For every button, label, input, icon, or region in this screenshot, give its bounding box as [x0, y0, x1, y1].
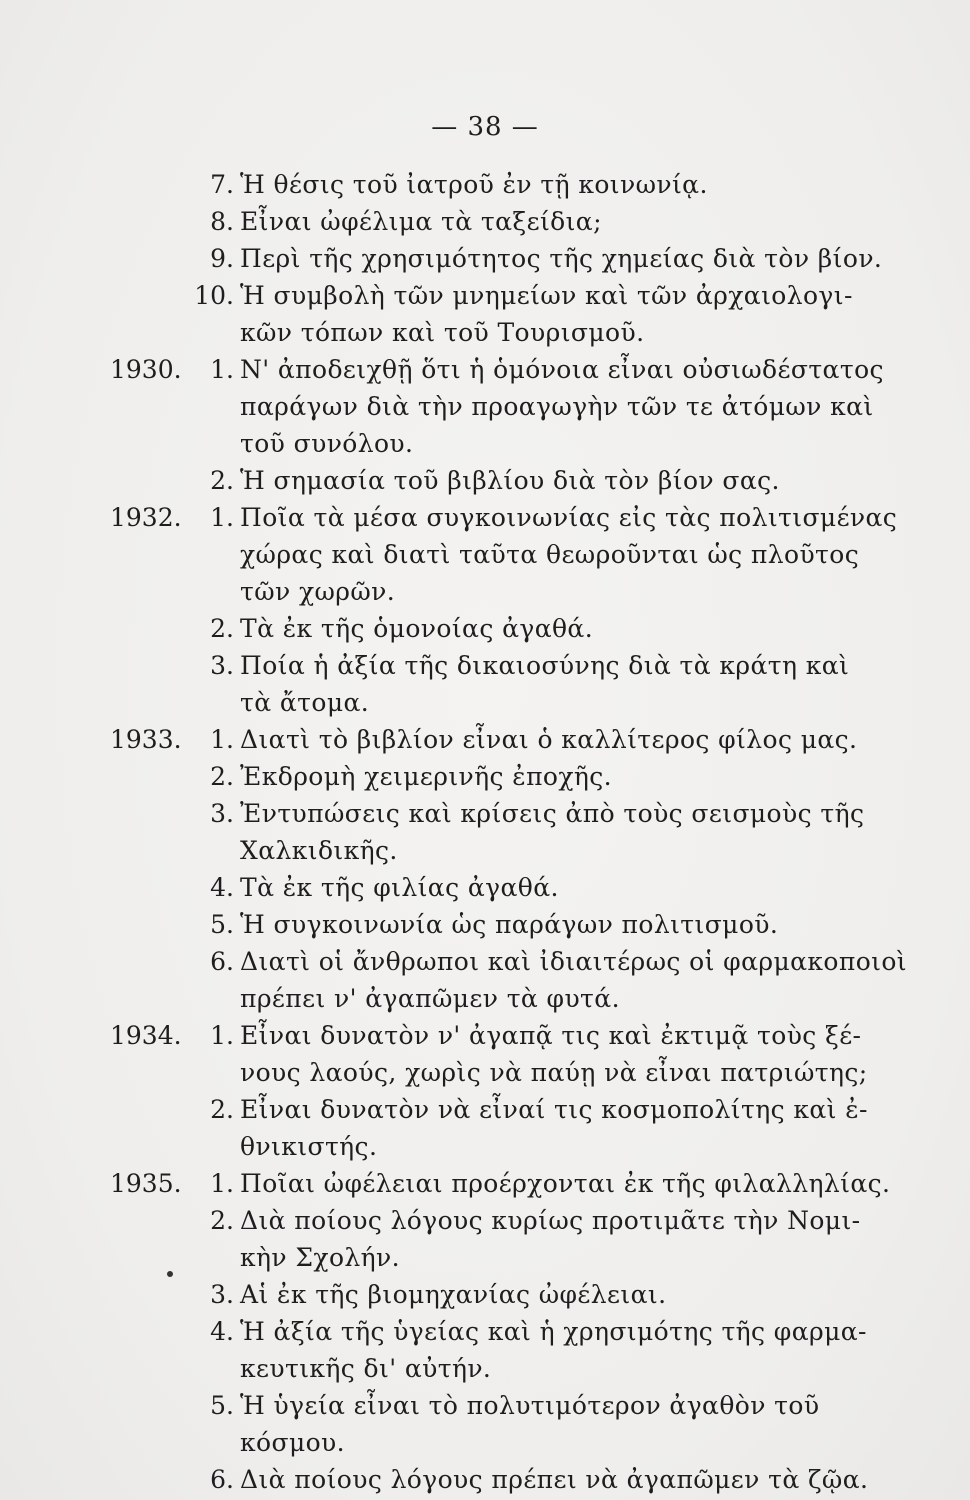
- list-item: [110, 869, 850, 906]
- list-item: [110, 573, 850, 610]
- year-label: 1934.: [110, 1021, 182, 1050]
- item-text: Διὰ ποίους λόγους κυρίως προτιμᾶτε τὴν Νομι-: [240, 1206, 861, 1235]
- item-number: [190, 1128, 240, 1165]
- year-label: [110, 573, 190, 610]
- item-number: [190, 1239, 240, 1276]
- year-label: [110, 166, 190, 203]
- item-text: θνικιστής.: [240, 1132, 378, 1161]
- list-item: [110, 1350, 850, 1387]
- item-text: πρέπει ν' ἀγαπῶμεν τὰ φυτά.: [240, 984, 620, 1013]
- item-number: 1.: [210, 1021, 234, 1050]
- item-text: Διατὶ οἱ ἄνθρωποι καὶ ἰδιαιτέρως οἱ φαρμακοποιοὶ: [240, 947, 908, 976]
- year-label: [110, 1054, 190, 1091]
- item-text: Ν' ἀποδειχθῇ ὅτι ἡ ὁμόνοια εἶναι οὐσιωδέστατος: [240, 355, 884, 384]
- year-label: 1935.: [110, 1169, 182, 1198]
- item-text: κευτικῆς δι' αὐτήν.: [240, 1354, 492, 1383]
- year-label: [110, 647, 190, 684]
- year-label: [110, 462, 190, 499]
- item-text: Διατὶ τὸ βιβλίον εἶναι ὁ καλλίτερος φίλος μας.: [240, 725, 858, 754]
- list-item: [110, 1276, 850, 1313]
- item-number: 2.: [210, 614, 234, 643]
- list-item: [110, 462, 850, 499]
- item-text: Ἡ θέσις τοῦ ἰατροῦ ἐν τῇ κοινωνίᾳ.: [240, 170, 708, 199]
- year-label: [110, 980, 190, 1017]
- item-number: [190, 1350, 240, 1387]
- item-text: Ποῖαι ὠφέλειαι προέρχονται ἐκ τῆς φιλαλληλίας.: [240, 1169, 891, 1198]
- list-item: [110, 1461, 869, 1498]
- item-text: Ἡ συμβολὴ τῶν μνημείων καὶ τῶν ἀρχαιολογι-: [240, 281, 853, 310]
- list-item: [110, 684, 850, 721]
- item-text: Ποῖα τὰ μέσα συγκοινωνίας εἰς τὰς πολιτισμένας: [240, 503, 898, 532]
- list-item: [110, 388, 874, 425]
- list-item: [110, 314, 850, 351]
- year-label: [110, 795, 190, 832]
- item-text: Ποία ἡ ἀξία τῆς δικαιοσύνης διὰ τὰ κράτη καὶ: [240, 651, 850, 680]
- item-text: τὰ ἄτομα.: [240, 688, 370, 717]
- year-label: [110, 1128, 190, 1165]
- item-text: Ἐκδρομὴ χειμερινῆς ἐποχῆς.: [240, 762, 613, 791]
- item-number: 3.: [210, 651, 234, 680]
- item-number: 1.: [210, 725, 234, 754]
- year-label: [110, 1091, 190, 1128]
- item-number: 1.: [210, 355, 234, 384]
- year-label: [110, 1424, 190, 1461]
- item-text: τῶν χωρῶν.: [240, 577, 396, 606]
- item-text: Ἡ ὑγεία εἶναι τὸ πολυτιμότερον ἀγαθὸν τοῦ: [240, 1391, 820, 1420]
- list-item: [110, 832, 850, 869]
- item-text: κόσμου.: [240, 1428, 345, 1457]
- year-label: 1930.: [110, 355, 182, 384]
- year-label: [110, 240, 190, 277]
- item-number: 3.: [210, 1280, 234, 1309]
- year-label: [110, 758, 190, 795]
- list-item: [110, 166, 850, 203]
- year-label: 1933.: [110, 725, 182, 754]
- item-text: κὴν Σχολήν.: [240, 1243, 400, 1272]
- year-label: [110, 536, 190, 573]
- year-label: [110, 869, 190, 906]
- item-number: 2.: [210, 1206, 234, 1235]
- item-number: 6.: [210, 1465, 234, 1494]
- list-item: [110, 980, 850, 1017]
- list-item: [110, 647, 850, 684]
- item-number: [190, 573, 240, 610]
- item-text: Ἡ σημασία τοῦ βιβλίου διὰ τὸν βίον σας.: [240, 466, 780, 495]
- item-text: τοῦ συνόλου.: [240, 429, 414, 458]
- year-label: [110, 1276, 190, 1313]
- item-number: 4.: [210, 873, 234, 902]
- item-number: 1.: [210, 1169, 234, 1198]
- item-text: Περὶ τῆς χρησιμότητος τῆς χημείας διὰ τὸν βίον.: [240, 244, 883, 273]
- list-item: [110, 1128, 850, 1165]
- item-number: [190, 388, 240, 425]
- list-item: [110, 610, 850, 647]
- item-text: Εἶναι ὠφέλιμα τὰ ταξείδια;: [240, 207, 602, 236]
- item-text: Χαλκιδικῆς.: [240, 836, 398, 865]
- year-label: [110, 388, 190, 425]
- ink-speck: [167, 1271, 173, 1277]
- list-item: [110, 499, 898, 536]
- list-item: [110, 1165, 891, 1202]
- item-text: Διὰ ποίους λόγους πρέπει νὰ ἀγαπῶμεν τὰ ζῷα.: [240, 1465, 869, 1494]
- item-number: [190, 684, 240, 721]
- page-number: — 38 —: [431, 112, 539, 142]
- list-item: [110, 943, 908, 980]
- list-item: [110, 1424, 850, 1461]
- year-label: [110, 1461, 190, 1498]
- year-label: [110, 1313, 190, 1350]
- list-item: [110, 536, 860, 573]
- year-label: [110, 314, 190, 351]
- list-item: [110, 721, 858, 758]
- item-text: χώρας καὶ διατὶ ταῦτα θεωροῦνται ὡς πλοῦτος: [240, 540, 860, 569]
- list-item: [110, 1202, 861, 1239]
- item-number: [190, 1054, 240, 1091]
- item-number: 8.: [210, 207, 234, 236]
- item-number: 1.: [210, 503, 234, 532]
- item-number: 2.: [210, 466, 234, 495]
- item-text: Ἡ συγκοινωνία ὡς παράγων πολιτισμοῦ.: [240, 910, 779, 939]
- item-number: 5.: [210, 910, 234, 939]
- item-number: 6.: [210, 947, 234, 976]
- item-text: Τὰ ἐκ τῆς φιλίας ἀγαθά.: [240, 873, 559, 902]
- year-label: [110, 1387, 190, 1424]
- year-label: [110, 906, 190, 943]
- list-item: [110, 1091, 868, 1128]
- item-text: Εἶναι δυνατὸν ν' ἀγαπᾷ τις καὶ ἐκτιμᾷ τοὺς ξέ-: [240, 1021, 862, 1050]
- essay-topics-list: [110, 166, 908, 1498]
- year-label: [110, 610, 190, 647]
- list-item: [110, 906, 850, 943]
- item-number: 10.: [194, 281, 234, 310]
- item-text: Ἐντυπώσεις καὶ κρίσεις ἀπὸ τοὺς σεισμοὺς τῆς: [240, 799, 865, 828]
- item-number: 7.: [210, 170, 234, 199]
- year-label: [110, 1202, 190, 1239]
- item-number: 4.: [210, 1317, 234, 1346]
- year-label: [110, 203, 190, 240]
- item-number: 2.: [210, 762, 234, 791]
- item-text: Εἶναι δυνατὸν νὰ εἶναί τις κοσμοπολίτης καὶ ἐ-: [240, 1095, 868, 1124]
- year-label: [110, 1350, 190, 1387]
- list-item: [110, 1017, 862, 1054]
- item-text: Αἱ ἐκ τῆς βιομηχανίας ὠφέλειαι.: [240, 1280, 667, 1309]
- year-label: [110, 832, 190, 869]
- list-item: [110, 1239, 850, 1276]
- list-item: [110, 758, 850, 795]
- list-item: [110, 425, 850, 462]
- item-text: παράγων διὰ τὴν προαγωγὴν τῶν τε ἀτόμων καὶ: [240, 392, 874, 421]
- item-number: 9.: [210, 244, 234, 273]
- list-item: [110, 1313, 867, 1350]
- list-item: [110, 1054, 868, 1091]
- item-text: Τὰ ἐκ τῆς ὁμονοίας ἀγαθά.: [240, 614, 594, 643]
- item-number: 2.: [210, 1095, 234, 1124]
- item-text: νους λαούς, χωρὶς νὰ παύῃ νὰ εἶναι πατριώτης;: [240, 1058, 868, 1087]
- item-number: 3.: [210, 799, 234, 828]
- year-label: [110, 684, 190, 721]
- year-label: [110, 943, 190, 980]
- year-label: 1932.: [110, 503, 182, 532]
- item-number: 5.: [210, 1391, 234, 1420]
- item-number: [190, 832, 240, 869]
- list-item: [110, 240, 883, 277]
- year-label: [110, 425, 190, 462]
- item-number: [190, 980, 240, 1017]
- list-item: [110, 351, 884, 388]
- list-item: [110, 1387, 850, 1424]
- year-label: [110, 1239, 190, 1276]
- year-label: [110, 277, 190, 314]
- item-text: κῶν τόπων καὶ τοῦ Τουρισμοῦ.: [240, 318, 645, 347]
- item-number: [190, 1424, 240, 1461]
- list-item: [110, 203, 850, 240]
- item-number: [190, 536, 240, 573]
- list-item: [110, 795, 865, 832]
- list-item: [110, 277, 853, 314]
- item-number: [190, 425, 240, 462]
- item-text: Ἡ ἀξία τῆς ὑγείας καὶ ἡ χρησιμότης τῆς φαρμα-: [240, 1317, 867, 1346]
- item-number: [190, 314, 240, 351]
